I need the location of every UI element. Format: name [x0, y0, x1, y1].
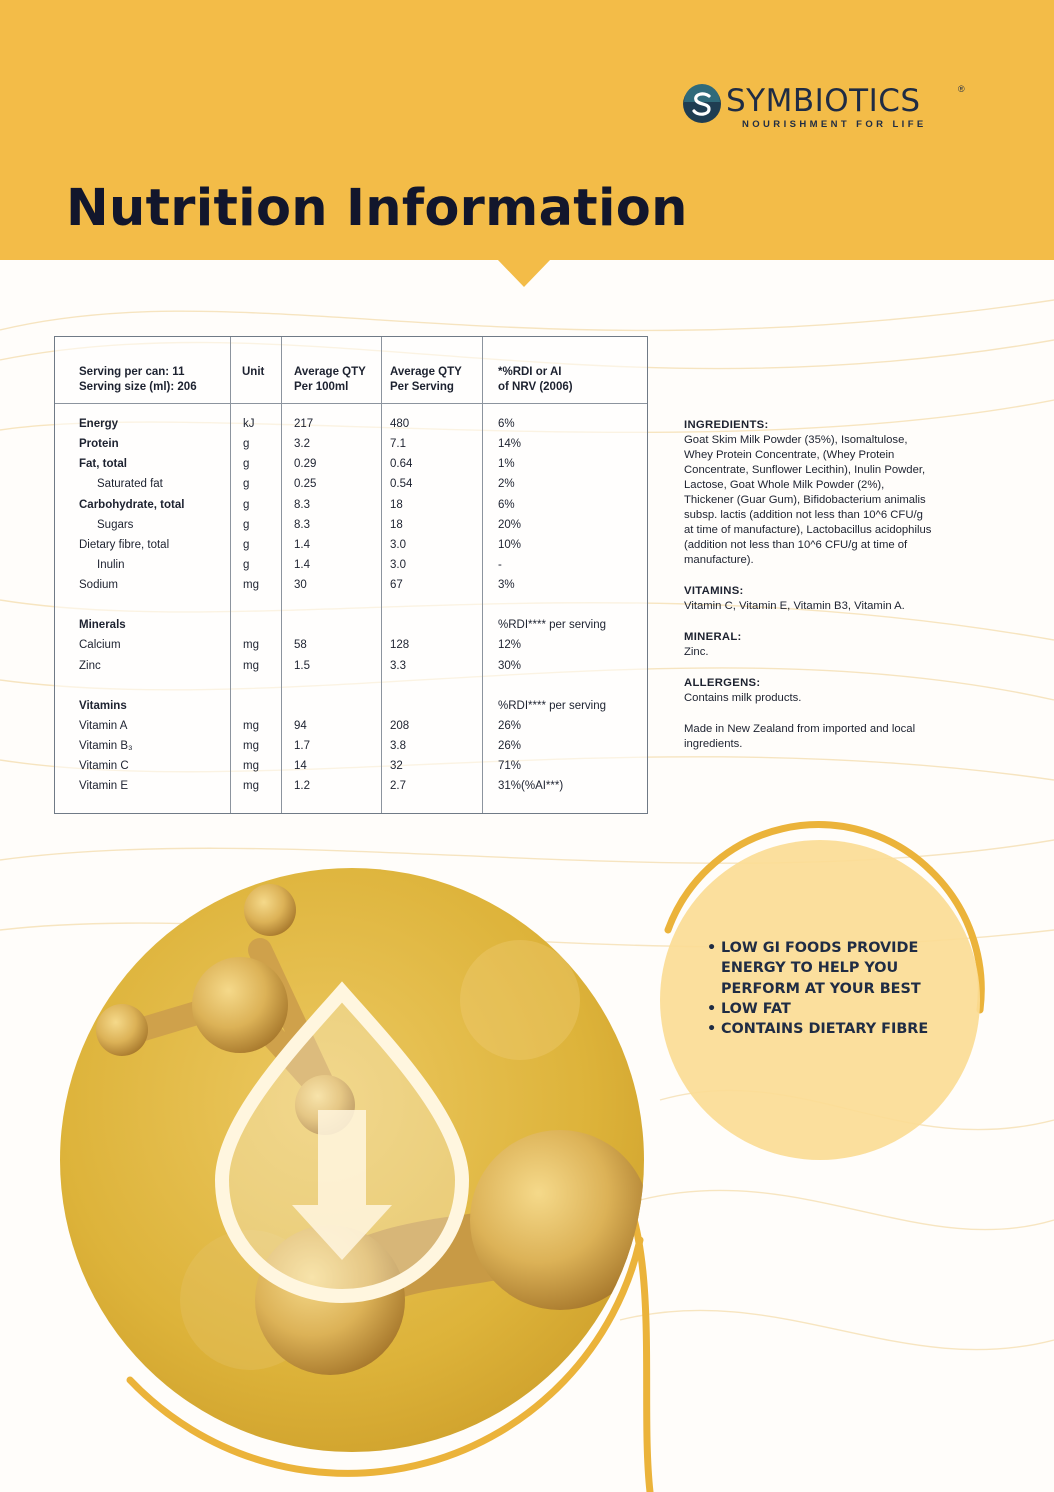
ingredients-line: at time of manufacture), Lactobacillus acidophilus [684, 524, 932, 536]
table-cell-unit: mg [243, 740, 259, 752]
table-cell-rdi: 2% [498, 478, 515, 490]
table-cell-rdi: 26% [498, 740, 522, 752]
table-cell-nutrient: Inulin [97, 559, 125, 571]
table-cell-rdi: 10% [498, 539, 522, 551]
table-cell-per-serving: 208 [390, 720, 410, 732]
table-cell-unit: g [243, 478, 250, 490]
vitamins-section [684, 584, 984, 614]
table-cell-rdi: 6% [498, 418, 515, 430]
table-cell-nutrient: Carbohydrate, total [79, 499, 185, 511]
header-line: Average QTY [390, 366, 462, 378]
table-cell-nutrient: Vitamin E [79, 780, 129, 792]
table-cell-rdi: 1% [498, 458, 515, 470]
table-cell-unit: mg [243, 579, 259, 591]
table-cell-nutrient: Vitamin B₃ [79, 740, 133, 752]
table-cell-per-100ml: 0.25 [294, 478, 317, 490]
table-cell-per-100ml: 58 [294, 639, 307, 651]
table-cell-per-100ml: 8.3 [294, 499, 310, 511]
table-cell-nutrient: Fat, total [79, 458, 127, 470]
header-line: Per 100ml [294, 381, 349, 393]
table-column-divider [482, 337, 483, 813]
table-cell-unit: mg [243, 760, 259, 772]
brand-logo[interactable] [682, 82, 982, 132]
vitamins-heading: VITAMINS: [684, 585, 744, 597]
illustration [0, 820, 1054, 1492]
ingredients-line: Lactose, Goat Whole Milk Powder (2%), [684, 479, 885, 491]
ingredients-line: Whey Protein Concentrate, (Whey Protein [684, 449, 895, 461]
table-cell-per-100ml: 3.2 [294, 438, 310, 450]
origin-text [684, 722, 984, 752]
benefits-list [707, 938, 947, 1039]
benefit-item [707, 938, 947, 999]
table-header-serving [79, 365, 197, 395]
allergens-text: Contains milk products. [684, 692, 802, 704]
table-cell-per-100ml: 14 [294, 760, 307, 772]
table-cell-per-serving: 0.64 [390, 458, 413, 470]
ingredients-line: Concentrate, Sunflower Lecithin), Inulin Powder, [684, 464, 926, 476]
table-header-divider [55, 403, 647, 404]
table-cell-unit: mg [243, 660, 259, 672]
header-line: *%RDI or AI [498, 366, 562, 378]
table-cell-per-serving: 3.8 [390, 740, 406, 752]
table-cell-per-100ml: 217 [294, 418, 314, 430]
table-cell-per-100ml: 30 [294, 579, 307, 591]
table-cell-per-serving: 18 [390, 499, 403, 511]
table-cell-nutrient: Protein [79, 438, 119, 450]
table-cell-rdi: 3% [498, 579, 515, 591]
table-cell-rdi: 26% [498, 720, 522, 732]
table-cell-unit: mg [243, 780, 259, 792]
ingredients-section [684, 418, 984, 568]
header-banner [0, 0, 1054, 260]
serving-per-can: Serving per can: 11 [79, 366, 185, 378]
header-line: Per Serving [390, 381, 454, 393]
table-cell-unit: kJ [243, 418, 255, 430]
header-notch [497, 259, 551, 287]
serving-size: Serving size (ml): 206 [79, 381, 197, 393]
table-cell-per-serving: 3.0 [390, 539, 406, 551]
benefit-line: • LOW GI FOODS PROVIDE [721, 940, 919, 956]
origin-line: ingredients. [684, 738, 743, 750]
mineral-heading: MINERAL: [684, 631, 742, 643]
table-cell-unit: g [243, 539, 250, 551]
table-cell-rdi: %RDI**** per serving [498, 700, 607, 712]
table-cell-unit: g [243, 499, 250, 511]
ingredients-line: subsp. lactis (addition not less than 10^6 CFU/g [684, 509, 923, 521]
ingredients-line: manufacture). [684, 554, 754, 566]
table-cell-per-100ml: 1.2 [294, 780, 310, 792]
table-cell-per-serving: 0.54 [390, 478, 413, 490]
table-column-divider [381, 337, 382, 813]
ingredients-line: (addition not less than 10^6 CFU/g at time of [684, 539, 908, 551]
table-cell-nutrient: Vitamins [79, 700, 127, 712]
benefit-line: PERFORM AT YOUR BEST [721, 980, 921, 997]
table-cell-nutrient: Vitamin A [79, 720, 128, 732]
ingredients-text [684, 433, 984, 568]
mineral-text: Zinc. [684, 646, 709, 658]
table-cell-nutrient: Saturated fat [97, 478, 163, 490]
table-cell-per-100ml: 0.29 [294, 458, 317, 470]
table-header-rdi [498, 365, 573, 395]
table-header-avg-100ml [294, 365, 366, 395]
table-column-divider [230, 337, 231, 813]
product-info [684, 418, 984, 752]
table-cell-per-serving: 128 [390, 639, 410, 651]
table-cell-rdi: 14% [498, 438, 522, 450]
table-cell-unit: mg [243, 639, 259, 651]
table-header-unit: Unit [242, 366, 265, 378]
benefit-line: ENERGY TO HELP YOU [721, 960, 899, 977]
table-cell-per-serving: 18 [390, 519, 403, 531]
registered-mark: ® [958, 84, 965, 94]
table-cell-nutrient: Minerals [79, 619, 126, 631]
table-cell-per-serving: 2.7 [390, 780, 406, 792]
s-circle-logo-icon [682, 84, 722, 124]
mineral-section [684, 630, 984, 660]
table-cell-nutrient: Sodium [79, 579, 118, 591]
table-cell-rdi: 12% [498, 639, 522, 651]
allergens-heading: ALLERGENS: [684, 677, 761, 689]
benefit-item: • LOW FAT [707, 999, 947, 1019]
table-cell-per-100ml: 8.3 [294, 519, 310, 531]
table-cell-per-serving: 7.1 [390, 438, 406, 450]
table-cell-rdi: - [498, 559, 502, 571]
table-column-divider [281, 337, 282, 813]
table-cell-per-100ml: 94 [294, 720, 307, 732]
table-cell-nutrient: Sugars [97, 519, 134, 531]
table-cell-unit: g [243, 458, 250, 470]
table-cell-nutrient: Dietary fibre, total [79, 539, 170, 551]
brand-tagline: NOURISHMENT FOR LIFE [742, 119, 927, 130]
origin-line: Made in New Zealand from imported and local [684, 723, 916, 735]
table-cell-rdi: 71% [498, 760, 522, 772]
table-cell-per-serving: 3.0 [390, 559, 406, 571]
nutrition-table [54, 336, 648, 814]
vitamins-text: Vitamin C, Vitamin E, Vitamin B3, Vitamin A. [684, 600, 905, 612]
ingredients-heading: INGREDIENTS: [684, 419, 769, 431]
table-cell-per-100ml: 1.4 [294, 539, 310, 551]
table-cell-rdi: 30% [498, 660, 522, 672]
header-line: of NRV (2006) [498, 381, 573, 393]
benefit-item: • CONTAINS DIETARY FIBRE [707, 1019, 947, 1039]
brand-name: SYMBIOTICS [726, 83, 921, 119]
table-cell-unit: g [243, 438, 250, 450]
table-cell-per-serving: 480 [390, 418, 410, 430]
table-cell-per-serving: 32 [390, 760, 403, 772]
header-line: Average QTY [294, 366, 366, 378]
table-cell-per-serving: 3.3 [390, 660, 406, 672]
table-cell-rdi: 6% [498, 499, 515, 511]
table-cell-nutrient: Zinc [79, 660, 101, 672]
table-cell-unit: g [243, 559, 250, 571]
table-cell-per-100ml: 1.4 [294, 559, 310, 571]
table-cell-rdi: 20% [498, 519, 522, 531]
table-cell-per-100ml: 1.7 [294, 740, 310, 752]
allergens-section [684, 676, 984, 706]
table-cell-rdi: 31%(%AI***) [498, 780, 564, 792]
table-cell-unit: mg [243, 720, 259, 732]
table-cell-nutrient: Calcium [79, 639, 121, 651]
ingredients-line: Goat Skim Milk Powder (35%), Isomaltulose, [684, 434, 908, 446]
table-cell-nutrient: Energy [79, 418, 118, 430]
table-cell-per-serving: 67 [390, 579, 403, 591]
page-title: Nutrition Information [66, 179, 688, 238]
table-cell-unit: g [243, 519, 250, 531]
table-header-avg-serving [390, 365, 462, 395]
table-cell-per-100ml: 1.5 [294, 660, 310, 672]
table-cell-nutrient: Vitamin C [79, 760, 129, 772]
ingredients-line: Thickener (Guar Gum), Bifidobacterium animalis [684, 494, 926, 506]
table-cell-rdi: %RDI**** per serving [498, 619, 607, 631]
